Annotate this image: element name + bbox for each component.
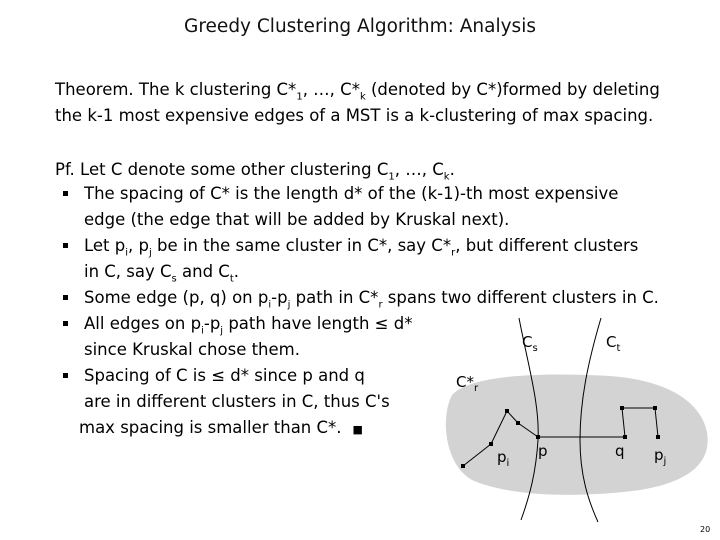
bullet-5-line-2: are in different clusters in C, thus C's xyxy=(84,392,390,411)
label-p: p xyxy=(538,442,548,460)
bullet-3-line-1: Some edge (p, q) on $p_i-p_j$ path in $C*_r$ spans two different clusters in C. xyxy=(84,288,659,311)
qed-mark: ■ xyxy=(352,423,363,436)
node-pj xyxy=(656,435,660,439)
bullet-1-line-1: The spacing of C* is the length d* of the (k-1)-th most expensive xyxy=(84,184,619,203)
slide-title: Greedy Clustering Algorithm: Analysis xyxy=(184,16,536,37)
node-e xyxy=(653,406,657,410)
theorem-label: Theorem. xyxy=(55,80,134,99)
node-a xyxy=(489,442,493,446)
node-p xyxy=(536,435,540,439)
node-d xyxy=(620,406,624,410)
bullet-marker xyxy=(63,243,68,248)
bullet-marker xyxy=(63,321,68,326)
bullet-4-line-1: All edges on $p_i-p_j$ path have length ≤ d* xyxy=(84,314,413,337)
bullet-marker xyxy=(63,191,68,196)
node-pi xyxy=(461,464,465,468)
bullet-1-line-2: edge (the edge that will be added by Kruskal next). xyxy=(84,210,510,229)
label-cs: $C_s$ xyxy=(522,333,538,354)
node-b xyxy=(505,409,509,413)
label-ct: $C_t$ xyxy=(606,333,621,354)
proof-intro: Pf. Let C denote some other clustering $C_1$, …, $C_k$. xyxy=(55,160,455,183)
bullet-marker xyxy=(63,373,68,378)
theorem-line-2: the k-1 most expensive edges of a MST is a k-clustering of max spacing. xyxy=(55,106,654,125)
bullet-marker xyxy=(63,295,68,300)
label-pi: $p_i$ xyxy=(497,448,510,469)
bullet-2-line-1: Let $p_i$, $p_j$ be in the same cluster in C*, say $C*_r$, but different clusters xyxy=(84,236,639,259)
cluster-region-c-star-r xyxy=(446,374,708,494)
label-cr: $C*_r$ xyxy=(456,373,479,394)
node-c xyxy=(516,421,520,425)
node-q xyxy=(623,435,627,439)
bullet-2-line-2: in C, say $C_s$ and $C_t$. xyxy=(84,262,239,285)
bullet-5-line-1: Spacing of C is ≤ d* since p and q xyxy=(84,366,365,385)
label-q: q xyxy=(615,442,625,460)
bullet-4-line-2: since Kruskal chose them. xyxy=(84,340,300,359)
page-number: 20 xyxy=(700,525,711,534)
theorem-line-1: Theorem. The k clustering $C*_1$, …, $C*_k$ (denoted by C*)formed by deleting xyxy=(55,80,660,103)
label-pj: $p_j$ xyxy=(654,446,667,467)
bullet-5-line-3: max spacing is smaller than C*. ■ xyxy=(79,418,363,437)
